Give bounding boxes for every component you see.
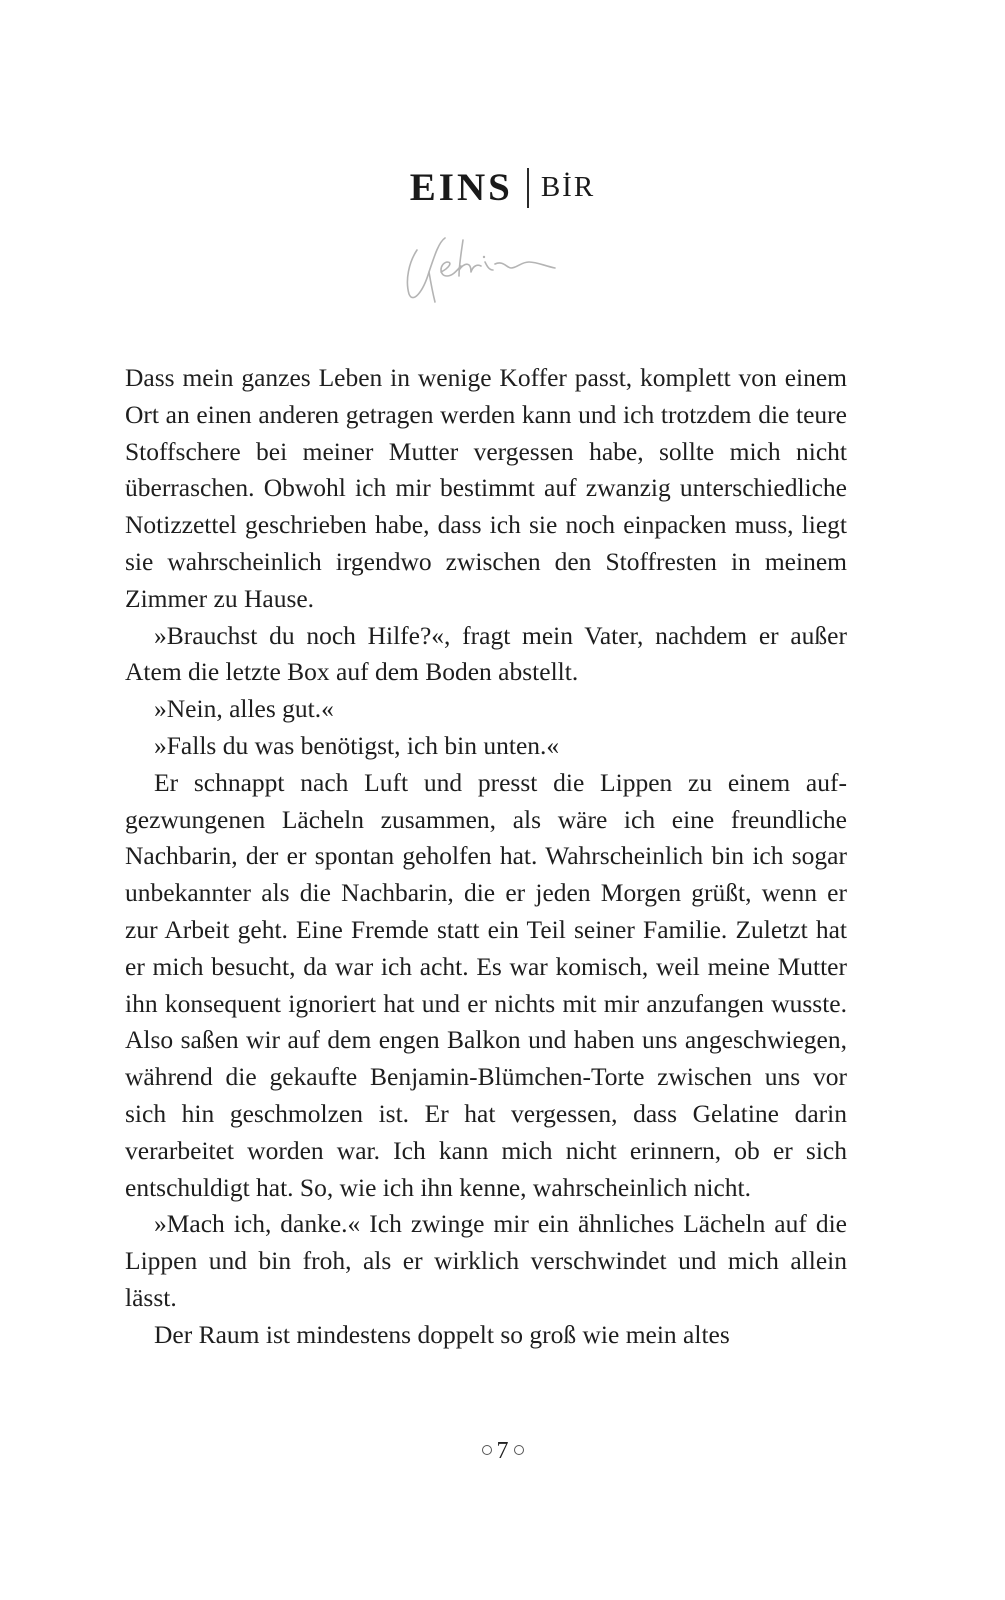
circle-ornament-icon bbox=[514, 1445, 524, 1455]
heading-divider bbox=[527, 168, 529, 208]
chapter-title-german: EINS bbox=[409, 166, 513, 209]
page-number-footer bbox=[0, 1438, 1005, 1465]
paragraph: Der Raum ist mindestens doppelt so groß wie mein altes bbox=[154, 1319, 730, 1349]
paragraph: Er schnappt nach Luft und presst die Lippen zu einem aufgezwungenen Lächeln zusammen, als wäre ich eine freundliche Nachbarin, der er spontan geholfen hat. Wahrscheinlich bin ich sogar unbekannter als die Nachbarin, die er jeden Morgen grüßt, wenn er zur Arbeit geht. Eine Fremde statt ein Teil seiner Familie. Zuletzt hat er mich besucht, da war ich acht. Es war komisch, weil meine Mutter ihn konsequent ignoriert hat und er nichts mit mir anzufangen wusste. Also saßen wir auf dem engen Balkon und haben uns angeschwiegen, während die gekaufte Benjamin-Blümchen-Torte zwischen uns vor sich hin geschmolzen ist. Er hat vergessen, dass Gelatine darin verarbeitet worden war. Ich kann mich nicht erinnern, ob er sich entschuldigt hat. So, wie ich ihn kenne, wahrscheinlich nicht. bbox=[125, 767, 847, 1202]
paragraph: »Brauchst du noch Hilfe?«, fragt mein Vater, nachdem er außer Atem die letzte Box auf dem Boden abstellt. bbox=[125, 620, 847, 687]
body-text bbox=[125, 360, 847, 1354]
paragraph: »Nein, alles gut.« bbox=[154, 694, 334, 724]
chapter-heading bbox=[0, 165, 1005, 210]
paragraph: »Falls du was benötigst, ich bin unten.« bbox=[154, 730, 560, 760]
page-number: 7 bbox=[496, 1438, 509, 1464]
paragraph: »Mach ich, danke.« Ich zwinge mir ein ähnliches Lächeln auf die Lippen und bin froh, als er wirklich verschwindet und mich allein lässt. bbox=[125, 1209, 847, 1312]
paragraph: Dass mein ganzes Leben in wenige Koffer passt, komplett von einem Ort an einen anderen getragen werden kann und ich trotzdem die teure Stoffschere bei meiner Mutter vergessen habe, sollte mich nicht überraschen. Obwohl ich mir bestimmt auf zwanzig unterschiedliche Notizzettel geschrieben habe, dass ich sie noch einpacken muss, liegt sie wahrscheinlich irgendwo zwischen den Stoffresten in meinem Zimmer zu Hause. bbox=[125, 363, 847, 613]
circle-ornament-icon bbox=[482, 1445, 492, 1455]
chapter-title-turkish: BİR bbox=[540, 171, 596, 203]
narrator-signature-nehir bbox=[395, 232, 575, 308]
